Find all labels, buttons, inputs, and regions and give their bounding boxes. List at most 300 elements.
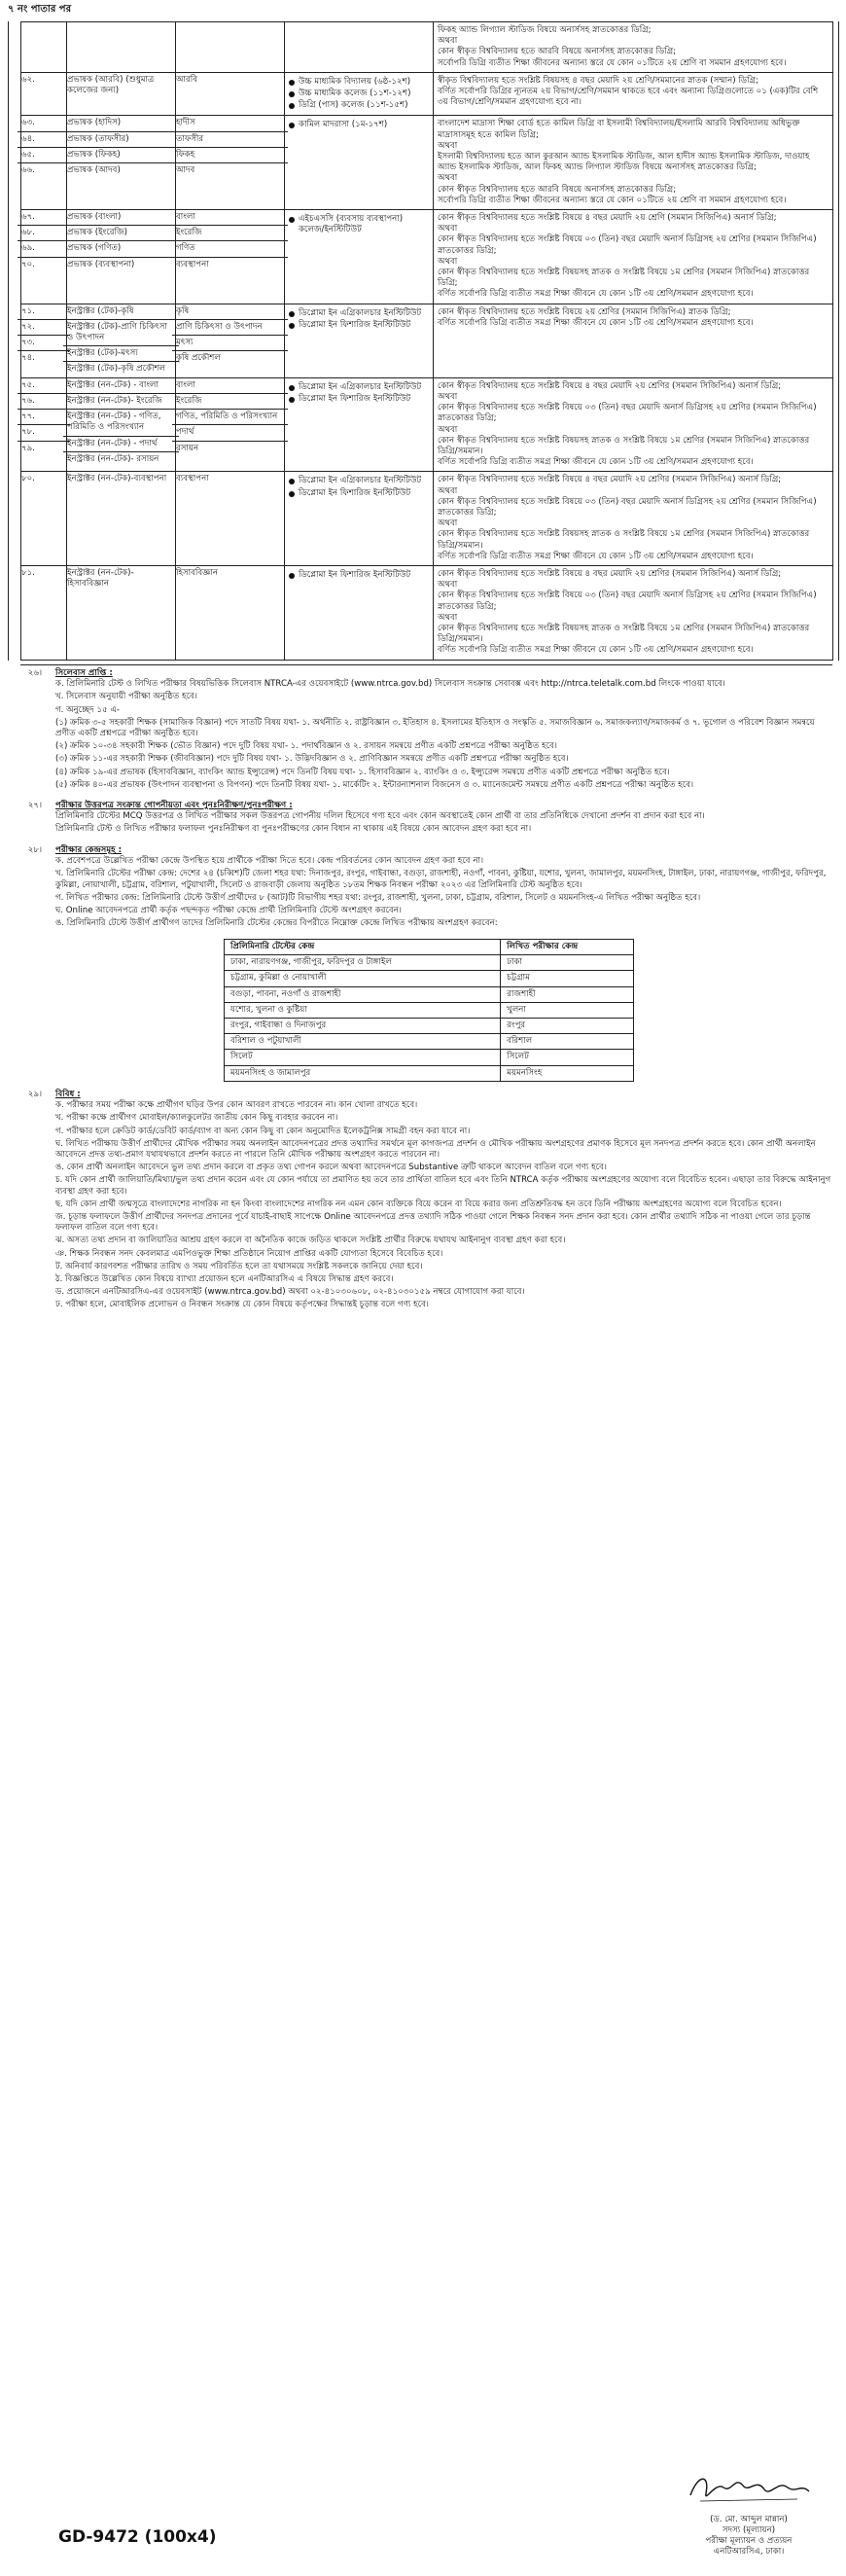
- qualification-cell: [434, 377, 833, 472]
- subject-cell-text: রসায়ন: [176, 443, 199, 453]
- qualification-line: স্বীকৃত বিশ্ববিদ্যালয় হতে সংশ্লিষ্ট বিষয়সহ ৪ বছর মেয়াদি ২য় শ্রেণি/সমমানের স্নাতক (সম্মান) ডিগ্রি;: [438, 75, 758, 86]
- post-cell: [67, 210, 176, 304]
- section-title: সিলেবাস প্রাপ্তি :: [55, 668, 113, 678]
- table-header-row: [225, 940, 634, 955]
- written-center-cell: বরিশাল: [501, 1034, 634, 1050]
- serial-cell-text: ৬২.: [21, 74, 35, 85]
- serial-cell-item: [18, 304, 70, 319]
- post-cell-item: [63, 304, 179, 319]
- section-number: ২৬।: [27, 668, 43, 678]
- serial-cell-text: ৬৬.: [21, 165, 35, 176]
- serial-cell-item: [18, 378, 70, 393]
- result-secrecy-section: [20, 801, 832, 838]
- section-divider: [20, 664, 832, 665]
- right-border-line: [838, 21, 839, 661]
- table-row: [225, 1065, 634, 1081]
- serial-cell-item: [18, 350, 70, 366]
- qualification-line: কোন স্বীকৃত বিশ্ববিদ্যালয় হতে সংশ্লিষ্ট বিষয়ে ০৩ (তিন) বছর মেয়াদি অনার্স ডিগ্রিসহ ২য় শ্রেণির (সমমান সিজিপিএ) স্নাতকোত্তর ডিগ্রি;: [438, 234, 817, 256]
- qualification-cell: [434, 22, 833, 73]
- paragraph-line: ঠ. বিজ্ঞপ্তিতে উল্লেখিত কোন বিষয়ে ব্যাখ্যা প্রয়োজন হলে এনটিআরসিএ এ বিষয়ে সিদ্ধান্ত গ্রহণ করবে।: [55, 1274, 394, 1285]
- syllabus-section: [20, 668, 832, 793]
- post-cell-text: ইনস্ট্রাক্টর (নন-টেক)- রসায়ন: [67, 453, 159, 464]
- post-cell-text: ইনস্ট্রাক্টর (টেক)-কৃষি প্রকৌশল: [67, 364, 166, 375]
- paragraph-line: (৪) ক্রমিক ১৯-এর প্রভাষক (হিসাববিজ্ঞান, ব্যাংকিং অ্যান্ড ইন্স্যুরেন্স) পদে তিনটি বিষয় যথা- ১. হিসাববিজ্ঞান ২. ব্যাংকিং ও ৩. ইন্স্যুরেন্স সমন্বয়ে প্রণীত একটি প্রশ্নপত্রে পরীক্ষা অনুষ্ঠিত হবে।: [55, 767, 670, 777]
- table-row: [21, 116, 833, 210]
- subject-cell-text: কৃষি: [176, 305, 190, 316]
- qualification-line: কোন স্বীকৃত বিশ্ববিদ্যালয় হতে সংশ্লিষ্ট বিষয়ে ৪ বছর মেয়াদি ২য় শ্রেণির (সমমান সিজিপিএ) অনার্স ডিগ্রি;: [438, 475, 782, 485]
- institute-item: [289, 570, 429, 581]
- table-row: [21, 565, 833, 660]
- subject-cell-item: [172, 116, 288, 130]
- subject-cell: [176, 377, 285, 472]
- post-cell-text: প্রভাষক (ফিকহ): [67, 149, 121, 160]
- section-title: পরীক্ষার উত্তরপত্র সংক্রান্ত গোপনীয়তা এবং পুনঃনিরীক্ষণ/পুনঃপরীক্ষণ :: [55, 801, 293, 810]
- institute-cell: [285, 72, 434, 116]
- prelim-center-cell: ঢাকা, নারায়ণগঞ্জ, গাজীপুর, ফরিদপুর ও টাঙ্গাইল: [225, 955, 501, 971]
- serial-cell-text: ৭২.: [21, 321, 35, 332]
- subject-cell-item: [172, 162, 288, 178]
- paragraph-line: ক. প্রবেশপত্রে উল্লেখিত পরীক্ষা কেন্দ্রে উপস্থিত হয়ে প্রার্থীকে পরীক্ষা দিতে হবে। কেন্দ্র পরিবর্তনের কোন আবেদন গ্রহণ করা হবে না।: [55, 856, 484, 867]
- post-cell: [67, 72, 176, 116]
- qualification-cell: [434, 210, 833, 304]
- serial-cell-text: ৬৮.: [21, 228, 35, 238]
- serial-cell-text: ৭৬.: [21, 395, 35, 406]
- written-center-cell: ঢাকা: [501, 955, 634, 971]
- qualification-line: অথবা: [438, 224, 458, 234]
- post-cell-item: [63, 393, 179, 409]
- exam-centers-section: [20, 845, 832, 931]
- institute-cell: [285, 472, 434, 566]
- paragraph-line: খ. প্রিলিমিনারি টেস্টের পরীক্ষা কেন্দ্র: দেশের ২৪ (চব্বিশ)টি জেলা শহর যথা: দিনাজপুর, রংপুর, গাইবান্ধা, বগুড়া, রাজশাহী, নওগাঁ, পাবনা, কুষ্টিয়া, যশোর, খুলনা, জামালপুর, ময়মনসিংহ, টাঙ্গাইল, ঢাকা, নারায়ণগঞ্জ, গাজীপুর, ফরিদপুর, কুমিল্লা, নোয়াখালী, চট্টগ্রাম, বরিশাল, পটুয়াখালী, সিলেট ও রাজবাড়ী জেলায় অনুষ্ঠিত ১৮তম শিক্ষক নিবন্ধন পরীক্ষা ২০২৩ এর প্রিলিমিনারি টেস্ট অনুষ্ঠিত হবে।: [55, 869, 827, 890]
- subject-cell: [176, 22, 285, 73]
- subject-cell-text: আরবি: [176, 74, 197, 85]
- post-cell-item: [63, 378, 179, 393]
- qualification-line: বর্ণিত সর্বোপরি ডিগ্রি ব্যতীত সমগ্র শিক্ষা জীবনে যে কোন ১টি ৩য় শ্রেণি/সমমান গ্রহণযোগ্য হবে।: [438, 289, 754, 300]
- institute-item: [289, 394, 429, 405]
- paragraph-line: (২) ক্রমিক ১০-৩৪ সহকারী শিক্ষক (ভৌত বিজ্ঞান) পদে দুটি বিষয় যথা- ১. পদার্থবিজ্ঞান ও ২. রসায়ন সমন্বয়ে প্রণীত একটি প্রশ্নপত্রে পরীক্ষা অনুষ্ঠিত হবে।: [55, 741, 557, 752]
- bullet-icon: [289, 573, 295, 579]
- institute-item: [289, 77, 429, 88]
- post-cell-text: ইনস্ট্রাক্টর (টেক)-কৃষি: [67, 305, 134, 316]
- institute-item: [289, 308, 429, 319]
- written-center-cell: সিলেট: [501, 1050, 634, 1065]
- paragraph-line: (৫) ক্রমিক ৪০-এর প্রভাষক (উৎপাদন ব্যবস্থাপনা ও বিপণন) পদে তিনটি বিষয় যথা- ১. মার্কেটিং ২. ইন্টারন্যাশনাল বিজনেস ও ৩. ম্যানেজমেন্ট সমন্বয়ে প্রণীত একটি প্রশ্নপত্রে পরীক্ষা অনুষ্ঠিত হবে।: [55, 779, 694, 790]
- post-cell-text: ইনস্ট্রাক্টর (নন-টেক) - বাংলা: [67, 379, 159, 390]
- qualification-line: অথবা: [438, 173, 458, 184]
- post-cell-item: [63, 345, 179, 361]
- table-row: [21, 22, 833, 73]
- qualification-line: কোন স্বীকৃত বিশ্ববিদ্যালয় হতে সংশ্লিষ্ট বিষয়সহ স্নাতক ও সংশ্লিষ্ট বিষয়ে ১ম শ্রেণির (সমমান সিজিপিএ) স্নাতকোত্তর ডিগ্রি;: [438, 268, 810, 289]
- serial-cell: [21, 304, 67, 377]
- institute-text: ডিপ্লোমা ইন এগ্রিকালচার ইনস্টিটিউট: [299, 307, 422, 318]
- qualification-line: কোন স্বীকৃত বিশ্ববিদ্যালয় হতে সংশ্লিষ্ট বিষয়সহ স্নাতক ও সংশ্লিষ্ট বিষয়ে ১ম শ্রেণির (সমমান সিজিপিএ) স্নাতকোত্তর ডিগ্রি/সমমান।: [438, 435, 810, 456]
- subject-cell: [176, 565, 285, 660]
- post-cell-text: ইনস্ট্রাক্টর (টেক)-প্রাণি চিকিৎসা ও উৎপাদন: [67, 321, 167, 343]
- table-row: [21, 377, 833, 472]
- subject-cell-text: বাংলা: [176, 212, 195, 223]
- table-row: [21, 72, 833, 116]
- post-cell: [67, 22, 176, 73]
- subject-cell-item: [172, 393, 288, 409]
- prelim-center-cell: চট্টগ্রাম, কুমিল্লা ও নোয়াখালী: [225, 971, 501, 986]
- post-cell-item: [63, 210, 179, 225]
- result-secrecy-lines: [55, 811, 832, 835]
- post-cell-text: প্রভাষক (আদব): [67, 165, 121, 176]
- serial-cell-item: [18, 116, 70, 130]
- subject-cell-text: হিসাববিজ্ঞান: [176, 567, 219, 578]
- section-title: বিবিধ :: [55, 1090, 81, 1099]
- institute-item: [289, 382, 429, 393]
- post-cell-text: প্রভাষক (গণিত): [67, 243, 122, 254]
- subject-cell-item: [172, 131, 288, 147]
- table-row: [225, 971, 634, 986]
- post-cell-text: ইনস্ট্রাক্টর (নন-টেক)-ব্যবস্থাপনা: [67, 474, 167, 484]
- post-cell: [67, 565, 176, 660]
- signatory-designation: সদস্য (মূল্যায়ন): [722, 2525, 776, 2535]
- qualification-line: অথবা: [438, 36, 458, 47]
- serial-cell-text: ৭০.: [21, 259, 35, 269]
- post-cell-item: [63, 257, 179, 272]
- post-cell-text: ইনস্ট্রাক্টর (নন-টেক)- হিসাববিজ্ঞান: [67, 567, 134, 590]
- written-center-cell: লিখিত পরীক্ষার কেন্দ্র: [501, 940, 634, 955]
- prelim-center-cell: যশোর, খুলনা ও কুষ্টিয়া: [225, 1002, 501, 1018]
- institute-text: ডিপ্লোমা ইন ফিশারিজ ইনস্টিটিউট: [299, 487, 411, 498]
- post-cell-item: [63, 73, 179, 98]
- subject-cell-item: [172, 73, 288, 88]
- post-cell-item: [63, 451, 179, 467]
- subject-cell-text: গণিত, পরিমিতি ও পরিসংখ্যান: [176, 411, 278, 422]
- post-cell-item: [63, 147, 179, 162]
- qualification-line: কোন স্বীকৃত বিশ্ববিদ্যালয় হতে সংশ্লিষ্ট বিষয়ে ০৩ (তিন) বছর মেয়াদি অনার্স ডিগ্রিসহ ২য় শ্রেণির (সমমান সিজিপিএ) স্নাতকোত্তর ডিগ্রি;: [438, 590, 817, 612]
- qualification-line: অথবা: [438, 424, 458, 435]
- serial-cell-item: [18, 240, 70, 256]
- exam-centers-lines: [55, 856, 832, 929]
- institute-cell: [285, 210, 434, 304]
- gd-number: GD-9472 (100x4): [58, 2527, 217, 2547]
- qualification-line: ইসলামী বিশ্ববিদ্যালয় হতে আল কুরআন অ্যান্ড ইসলামিক স্টাডিজ, আল হাদীস অ্যান্ড ইসলামিক স্টাডিজ, দাওয়াহ অ্যান্ড ইসলামিক স্টাডিজ, আল ফিকহ অ্যান্ড লিগ্যাল স্টাডিজ বিষয়ে অনার্সসহ স্নাতকোত্তর ডিগ্রি;: [438, 152, 810, 173]
- serial-cell-text: ৭৪.: [21, 353, 35, 364]
- post-cell-item: [63, 240, 179, 256]
- institute-cell: [285, 565, 434, 660]
- posts-qualification-table: [20, 21, 833, 661]
- signature-block: [671, 2515, 827, 2558]
- subject-cell-text: ইংরেজি: [176, 228, 202, 238]
- bullet-icon: [289, 91, 295, 97]
- post-cell-text: প্রভাষক (ব্যবস্থাপনা): [67, 259, 135, 269]
- paragraph-line: ঘ. Online আবেদনপত্রে প্রার্থী কর্তৃক পছন্দকৃত পরীক্ষা কেন্দ্রে প্রার্থী প্রিলিমিনারি টেস্টে অংশগ্রহণ করবেন।: [55, 906, 402, 916]
- qualification-line: কোন স্বীকৃত বিশ্ববিদ্যালয় হতে আরবি বিষয়ে অনার্সসহ স্নাতকোত্তর ডিগ্রি;: [438, 47, 677, 57]
- bullet-icon: [289, 491, 295, 497]
- qualification-cell: [434, 304, 833, 377]
- serial-cell: [21, 472, 67, 566]
- subject-cell-item: [172, 378, 288, 393]
- qualification-line: ফিকহ অ্যান্ড লিগ্যাল স্টাডিজ বিষয়ে অনার্সসহ স্নাতকোত্তর ডিগ্রি;: [438, 25, 652, 35]
- serial-cell-item: [18, 147, 70, 162]
- paragraph-line: ঝ. অসত্য তথ্য প্রদান বা জালিয়াতির আশ্রয় গ্রহণ করলে বা অনৈতিক কাজে জড়িত থাকলে সংশ্লিষ্ট প্রার্থীর বিরুদ্ধে যথাযথ আইনানুগ ব্যবস্থা গ্রহণ করা হবে।: [55, 1235, 566, 1246]
- paragraph-line: ঞ. শিক্ষক নিবন্ধন সনদ কেবলমাত্র এমপিওভুক্ত শিক্ষা প্রতিষ্ঠানে নিয়োগ প্রাপ্তির একটি যোগ্যতা হিসেবে বিবেচিত হবে।: [55, 1248, 443, 1259]
- serial-cell-item: [18, 393, 70, 409]
- post-cell-text: প্রভাষক (আরবি) (শুধুমাত্র কলেজের জন্য): [67, 74, 155, 96]
- section-title: পরীক্ষার কেন্দ্রসমূহ :: [55, 845, 123, 855]
- qualification-line: অথবা: [438, 485, 458, 496]
- serial-cell: [21, 377, 67, 472]
- institute-item: [289, 476, 429, 486]
- subject-cell-item: [172, 335, 288, 350]
- qualification-line: অথবা: [438, 580, 458, 590]
- serial-cell-item: [18, 131, 70, 147]
- institute-item: [289, 488, 429, 499]
- table-row: [225, 1019, 634, 1034]
- serial-cell-text: ৬৯.: [21, 243, 35, 254]
- qualification-line: কোন স্বীকৃত বিশ্ববিদ্যালয় হতে সংশ্লিষ্ট বিষয়ে ০৩ (তিন) বছর মেয়াদি অনার্স ডিগ্রিসহ ২য় শ্রেণির (সমমান সিজিপিএ) স্নাতকোত্তর ডিগ্রি;: [438, 496, 817, 518]
- serial-cell-text: ৬৩.: [21, 118, 35, 128]
- qualification-line: অথবা: [438, 256, 458, 267]
- paragraph-line: ছ. যদি কোন প্রার্থী জন্মসূত্রে বাংলাদেশের নাগরিক না হন কিংবা বাংলাদেশের নাগরিক নন এমন কোন ব্যক্তিকে বিয়ে করেন বা বিয়ে করার জন্য প্রতিশ্রুতিবদ্ধ হন তবে তিনি পরীক্ষায় অংশগ্রহণের অযোগ্য বলে বিবেচিত হবেন।: [55, 1199, 782, 1209]
- qualification-line: অথবা: [438, 612, 458, 623]
- bullet-icon: [289, 123, 295, 128]
- institute-item: [289, 100, 429, 111]
- qualification-line: কোন স্বীকৃত বিশ্ববিদ্যালয় হতে সংশ্লিষ্ট বিষয়ে ২য় শ্রেণির (সমমান সিজিপিএ) স্নাতক ডিগ্রি;: [438, 306, 731, 317]
- paragraph-line: ট. অনিবার্য কারণবশত পরীক্ষার তারিখ ও সময় পরিবর্তিত হলে তা যথাসময়ে সংশ্লিষ্ট সকলকে জানিয়ে দেয়া হবে।: [55, 1261, 423, 1271]
- institute-item: [289, 320, 429, 331]
- serial-cell-text: ৬৫.: [21, 149, 35, 160]
- subject-cell-text: ফিকহ: [176, 149, 195, 160]
- serial-cell-text: ৮০.: [21, 474, 35, 484]
- serial-cell-item: [18, 472, 70, 486]
- prelim-center-cell: ময়মনসিংহ ও জামালপুর: [225, 1065, 501, 1081]
- institute-cell: [285, 116, 434, 210]
- subject-cell-item: [172, 424, 288, 440]
- paragraph-line: প্রিলিমিনারি টেস্টের MCQ উত্তরপত্র ও লিখিত পরীক্ষার সকল উত্তরপত্র গোপনীয় দলিল হিসেবে গণ্য হবে এবং কোন অবস্থাতেই কোন প্রার্থী বা তার প্রতিনিধিকে দেখানো প্রদর্শন বা প্রদান করা হবে না।: [55, 811, 705, 822]
- institute-text: উচ্চ মাধ্যমিক বিদ্যালয় (৬ষ্ঠ-১২শ): [299, 76, 411, 87]
- table-row: [225, 955, 634, 971]
- table-row: [225, 986, 634, 1002]
- serial-cell-text: ৭৩.: [21, 338, 35, 348]
- written-center-cell: রাজশাহী: [501, 986, 634, 1002]
- institute-cell: [285, 304, 434, 377]
- post-cell-text: প্রভাষক (তাফসীর): [67, 133, 129, 144]
- subject-cell-item: [172, 304, 288, 319]
- paragraph-line: ড. প্রয়োজনে এনটিআরসিএ-এর ওয়েবসাইট (www.ntrca.gov.bd) অথবা ০২-৪১০৩০৬০৮, ০২-৪১০৩০১৫৯ নম্বরে যোগাযোগ করা যাবে।: [55, 1287, 525, 1298]
- post-cell-item: [63, 225, 179, 240]
- institute-text: ডিপ্লোমা ইন ফিশারিজ ইনস্টিটিউট: [299, 393, 411, 404]
- qualification-line: কোন স্বীকৃত বিশ্ববিদ্যালয় হতে সংশ্লিষ্ট বিষয়সহ স্নাতক ও সংশ্লিষ্ট বিষয়ে ১ম শ্রেণির (সমমান সিজিপিএ) স্নাতকোত্তর ডিগ্রি/সমমান।: [438, 529, 810, 551]
- subject-cell-item: [172, 319, 288, 335]
- paragraph-line: (১) ক্রমিক ৩-৫ সহকারী শিক্ষক (সামাজিক বিজ্ঞান) পদে সাতটি বিষয় যথা- ১. অর্থনীতি ২. রাষ্ট্রবিজ্ঞান ৩. ইতিহাস ৪. ইসলামের ইতিহাস ও সংস্কৃতি ৫. সমাজবিজ্ঞান ৬. সমাজকল্যাণ/সমাজকর্ম ও ৭. ভূগোল ও পরিবেশ বিজ্ঞান সমন্বয়ে প্রণীত একটি প্রশ্নপত্রে পরীক্ষা অনুষ্ঠিত হবে।: [55, 717, 815, 739]
- serial-cell-text: ৭৫.: [21, 379, 35, 390]
- subject-cell-item: [172, 210, 288, 225]
- bullet-icon: [289, 323, 295, 329]
- subject-cell-text: কৃষি প্রকৌশল: [176, 353, 221, 364]
- prelim-center-cell: বগুড়া, পাবনা, নওগাঁ ও রাজশাহী: [225, 986, 501, 1002]
- qualification-line: অথবা: [438, 391, 458, 402]
- exam-center-mapping-table: [224, 939, 634, 1082]
- written-center-cell: চট্টগ্রাম: [501, 971, 634, 986]
- qualification-line: সর্বোপরি ডিগ্রি ব্যতীত শিক্ষা জীবনের অন্যান্য স্তরে যে কোন ০১টিতে ২য় শ্রেণি বা সমমান গ্রহণযোগ্য হবে।: [438, 57, 787, 68]
- subject-cell-item: [172, 350, 288, 366]
- miscellaneous-section: [20, 1090, 832, 1313]
- serial-cell-item: [18, 319, 70, 335]
- serial-cell-text: ৬৭.: [21, 212, 35, 223]
- institute-text: উচ্চ মাধ্যমিক কলেজ (১১শ-১২শ): [299, 89, 411, 99]
- serial-cell-text: ৭১.: [21, 305, 35, 316]
- table-row: [21, 210, 833, 304]
- qualification-line: কোন স্বীকৃত বিশ্ববিদ্যালয় হতে সংশ্লিষ্ট বিষয়ে ০৩ (তিন) বছর মেয়াদি অনার্স ডিগ্রিসহ ২য় শ্রেণির (সমমান সিজিপিএ) স্নাতকোত্তর ডিগ্রি;: [438, 403, 817, 424]
- paragraph-line: খ. পরীক্ষা কক্ষে প্রার্থীগণ মোবাইল/ক্যালকুলেটর জাতীয় কোন কিছু ব্যবহার করবেন না।: [55, 1113, 338, 1124]
- signatory-office: পরীক্ষা মূল্যায়ন ও প্রত্যয়ন: [705, 2536, 793, 2546]
- table-row: [225, 1002, 634, 1018]
- subject-cell-item: [172, 409, 288, 424]
- paragraph-line: ঙ. প্রিলিমিনারি টেস্টে উত্তীর্ণ প্রার্থীগণ তাদের প্রিলিমিনারি টেস্টের কেন্দ্রের বিপরীতে নিম্নোক্ত কেন্দ্রে লিখিত পরীক্ষায় অংশগ্রহণ করবেন:: [55, 918, 498, 929]
- post-cell-text: ইনস্ট্রাক্টর (নন-টেক) - পদার্থ: [67, 438, 158, 448]
- paragraph-line: খ. সিলেবাস অনুযায়ী পরীক্ষা অনুষ্ঠিত হবে।: [55, 692, 197, 702]
- prelim-center-cell: সিলেট: [225, 1050, 501, 1065]
- written-center-cell: ময়মনসিংহ: [501, 1065, 634, 1081]
- post-cell-item: [63, 566, 179, 591]
- subject-cell-item: [172, 441, 288, 456]
- institute-text: ডিপ্লোমা ইন ফিশারিজ ইনস্টিটিউট: [299, 319, 411, 330]
- institute-text: ডিপ্লোমা ইন ফিশারিজ ইনস্টিটিউট: [299, 569, 411, 580]
- subject-cell-text: তাফসীর: [176, 133, 204, 144]
- serial-cell: [21, 22, 67, 73]
- subject-cell-text: ব্যবস্থাপনা: [176, 474, 209, 484]
- qualification-line: বর্ণিত সর্বোপরি ডিগ্রি ব্যতীত সমগ্র শিক্ষা জীবনে যে কোন ১টি ৩য় শ্রেণি/সমমান গ্রহণযোগ্য হবে।: [438, 457, 754, 468]
- bullet-icon: [289, 311, 295, 317]
- paragraph-line: ক. প্রিলিমিনারি টেস্ট ও লিখিত পরীক্ষার বিষয়ভিত্তিক সিলেবাস NTRCA-এর ওয়েবসাইটে (www.ntrca.gov.bd) সিলেবাস সংক্রান্ত সেবাবক্স এবং http://ntrca.teletalk.com.bd লিংকে পাওয়া যাবে।: [55, 679, 725, 690]
- post-cell: [67, 377, 176, 472]
- subject-cell: [176, 116, 285, 210]
- post-cell-text: প্রভাষক (বাংলা): [67, 212, 122, 223]
- bullet-icon: [289, 479, 295, 484]
- subject-cell: [176, 210, 285, 304]
- table-row: [225, 1034, 634, 1050]
- qualification-line: কোন স্বীকৃত বিশ্ববিদ্যালয় হতে সংশ্লিষ্ট বিষয়ে ৪ বছর মেয়াদি ২য় শ্রেণি (সমমান সিজিপিএ) অনার্স ডিগ্রি;: [438, 213, 777, 224]
- qualification-line: কোন স্বীকৃত বিশ্ববিদ্যালয় হতে আরবি বিষয়ে অনার্সসহ স্নাতকোত্তর ডিগ্রি;: [438, 184, 677, 195]
- subject-cell: [176, 472, 285, 566]
- qualification-line: বর্ণিত সর্বোপরি ডিগ্রি ব্যতীত সমগ্র শিক্ষা জীবনে যে কোন ১টি ৩য় শ্রেণি/সমমান গ্রহণযোগ্য হবে।: [438, 551, 754, 561]
- bullet-icon: [289, 80, 295, 86]
- serial-cell-item: [18, 566, 70, 581]
- written-center-cell: রংপুর: [501, 1019, 634, 1034]
- section-number: ২৮।: [27, 845, 43, 855]
- paragraph-line: ঢ. পরীক্ষা হলে, মোবাইলিক প্রলোভন ও নিবন্ধন সংক্রান্ত যে কোন বিষয়ে কর্তৃপক্ষের সিদ্ধান্তই চূড়ান্ত বলে গণ্য হবে।: [55, 1300, 429, 1310]
- syllabus-lines: [55, 679, 832, 791]
- serial-cell: [21, 565, 67, 660]
- serial-cell: [21, 210, 67, 304]
- signature-mark: [681, 2466, 817, 2513]
- subject-cell-text: আদব: [176, 165, 195, 176]
- institute-item: [289, 89, 429, 99]
- table-row: [21, 304, 833, 377]
- institute-text: এইচএসসি (ব্যবসায় ব্যবস্থাপনা) কলেজ/ইনস্টিটিউট: [299, 214, 404, 235]
- post-cell: [67, 116, 176, 210]
- table-row: [225, 1050, 634, 1065]
- serial-cell-item: [18, 335, 70, 350]
- post-cell: [67, 472, 176, 566]
- serial-cell-text: ৮১.: [21, 567, 35, 578]
- serial-cell-text: ৭৮.: [21, 427, 35, 438]
- paragraph-line: ঙ. কোন প্রার্থী অনলাইন আবেদনে ভুল তথ্য প্রদান করলে বা প্রকৃত তথ্য গোপন করলে অথবা আবেদনপত্রে Substantive ত্রুটি থাকলে আবেদন বাতিল বলে গণ্য হবে।: [55, 1163, 607, 1173]
- institute-text: ডিপ্লোমা ইন এগ্রিকালচার ইনস্টিটিউট: [299, 476, 422, 486]
- qualification-cell: [434, 116, 833, 210]
- institute-cell: [285, 22, 434, 73]
- post-cell-text: ইনস্ট্রাক্টর (নন-টেক)- ইংরেজি: [67, 395, 162, 406]
- institute-cell: [285, 377, 434, 472]
- serial-cell-item: [18, 409, 70, 424]
- post-cell-text: ইনস্ট্রাক্টর (টেক)-মৎস্য: [67, 348, 138, 359]
- subject-cell-item: [172, 257, 288, 272]
- prelim-center-cell: রংপুর, গাইবান্ধা ও দিনাজপুর: [225, 1019, 501, 1034]
- post-cell-item: [63, 472, 179, 486]
- paragraph-line: প্রিলিমিনারি টেস্ট ও লিখিত পরীক্ষার ফলাফল পুনঃনিরীক্ষণ বা পুনঃপরীক্ষণের কোন বিধান না থাকায় এই বিষয়ে কোন আবেদন গ্রহণ করা হবে না।: [55, 824, 532, 835]
- serial-cell: [21, 72, 67, 116]
- bullet-icon: [289, 103, 295, 109]
- subject-cell-item: [172, 147, 288, 162]
- table-row: [21, 472, 833, 566]
- bullet-icon: [289, 217, 295, 223]
- paragraph-line: গ. পরীক্ষার হলে ক্রেডিট কার্ড/ডেবিট কার্ড/ব্যাগ বা অন্য কোন কিছু বা কোন অনুমোদিত ইলেকট্রনিক্স সামগ্রী বহন করা যাবে না।: [55, 1126, 471, 1136]
- qualification-line: বর্ণিত সর্বোপরি ডিগ্রি ব্যতীত সমগ্র শিক্ষা জীবনে যে কোন ১টি ৩য় শ্রেণি/সমমান গ্রহণযোগ্য হবে।: [438, 317, 754, 328]
- post-cell-item: [63, 436, 179, 451]
- subject-cell-text: প্রাণি চিকিৎসা ও উৎপাদন: [176, 321, 263, 332]
- serial-cell-item: [18, 73, 70, 88]
- post-cell-text: প্রভাষক (হাদিস): [67, 118, 122, 128]
- paragraph-line: জ. চূড়ান্ত ফলাফলে উত্তীর্ণ প্রার্থীদের সনদপত্র প্রদানের পূর্বে যাচাই-বাছাই সাপেক্ষে Online আবেদনপত্রে প্রদত্ত তথ্যাদি সঠিক পাওয়া গেলে শিক্ষক নিবন্ধন সনদ প্রদান করা হবে। কোন প্রার্থীর তথ্যাদি সঠিক না পাওয়া গেলে তার চূড়ান্ত ফলাফল বাতিল বলে গণ্য হবে।: [55, 1212, 811, 1234]
- bullet-icon: [289, 397, 295, 403]
- institute-item: [289, 214, 429, 235]
- serial-cell: [21, 116, 67, 210]
- prelim-center-cell: প্রিলিমিনারি টেস্টের কেন্দ্র: [225, 940, 501, 955]
- serial-cell-item: [18, 441, 70, 456]
- subject-cell-item: [172, 566, 288, 581]
- serial-cell-item: [18, 162, 70, 178]
- written-center-cell: খুলনা: [501, 1002, 634, 1018]
- paragraph-line: গ. অনুচ্ছেদ ১৫ এ-: [55, 704, 121, 715]
- serial-cell-item: [18, 424, 70, 440]
- bullet-icon: [289, 385, 295, 391]
- qualification-line: বাংলাদেশ মাদ্রাসা শিক্ষা বোর্ড হতে কামিল ডিগ্রি বা ইসলামী বিশ্ববিদ্যালয়/ইসলামি আরবি বিশ্ববিদ্যালয় অধিভুক্ত মাদ্রাসাসমূহ হতে কামিল ডিগ্রি;: [438, 119, 800, 140]
- subject-cell-item: [172, 240, 288, 256]
- post-cell-item: [63, 361, 179, 376]
- prelim-center-cell: বরিশাল ও পটুয়াখালী: [225, 1034, 501, 1050]
- qualification-line: অথবা: [438, 140, 458, 151]
- left-border-line: [8, 21, 9, 661]
- qualification-cell: [434, 472, 833, 566]
- serial-cell-item: [18, 257, 70, 272]
- subject-cell-text: ইংরেজি: [176, 395, 202, 406]
- institute-item: [289, 120, 429, 130]
- section-number: ২৭।: [27, 801, 43, 810]
- serial-cell-text: ৭৭.: [21, 411, 35, 422]
- signatory-org: এনটিআরসিএ, ঢাকা।: [713, 2547, 785, 2557]
- subject-cell-text: হাদীস: [176, 118, 195, 128]
- serial-cell-text: ৭৯.: [21, 443, 35, 453]
- qualification-cell: [434, 72, 833, 116]
- subject-cell: [176, 72, 285, 116]
- post-cell-item: [63, 116, 179, 130]
- paragraph-line: গ. লিখিত পরীক্ষার কেন্দ্র: প্রিলিমিনারি টেস্টে উত্তীর্ণ প্রার্থীদের ৮ (আট)টি বিভাগীয় শহর যথা: রংপুর, রাজশাহী, খুলনা, ঢাকা, চট্টগ্রাম, বরিশাল, সিলেট ও ময়মনসিংহ-এ লিখিত পরীক্ষা অনুষ্ঠিত হবে।: [55, 892, 701, 903]
- post-cell-item: [63, 131, 179, 147]
- page-continuation-note: ৭ নং পাতার পর: [8, 4, 72, 15]
- subject-cell-text: পদার্থ: [176, 427, 194, 438]
- qualification-cell: [434, 565, 833, 660]
- serial-cell-item: [18, 210, 70, 225]
- qualification-line: সর্বোপরি ডিগ্রি ব্যতীত শিক্ষা জীবনের অন্যান্য স্তরে যে কোন ০১টিতে ২য় শ্রেণি বা সমমান গ্রহণযোগ্য হবে।: [438, 195, 787, 205]
- institute-text: কামিল মাদরাসা (১ম-১৭শ): [299, 120, 388, 130]
- subject-cell-text: মৎস্য: [176, 338, 194, 348]
- paragraph-line: ক. পরীক্ষার সময় পরীক্ষা কক্ষে প্রার্থীগণ ঘড়ির উপর কোন আবরণ রাখতে পারবেন না। কান খোলা রাখতে হবে।: [55, 1100, 418, 1111]
- post-cell: [67, 304, 176, 377]
